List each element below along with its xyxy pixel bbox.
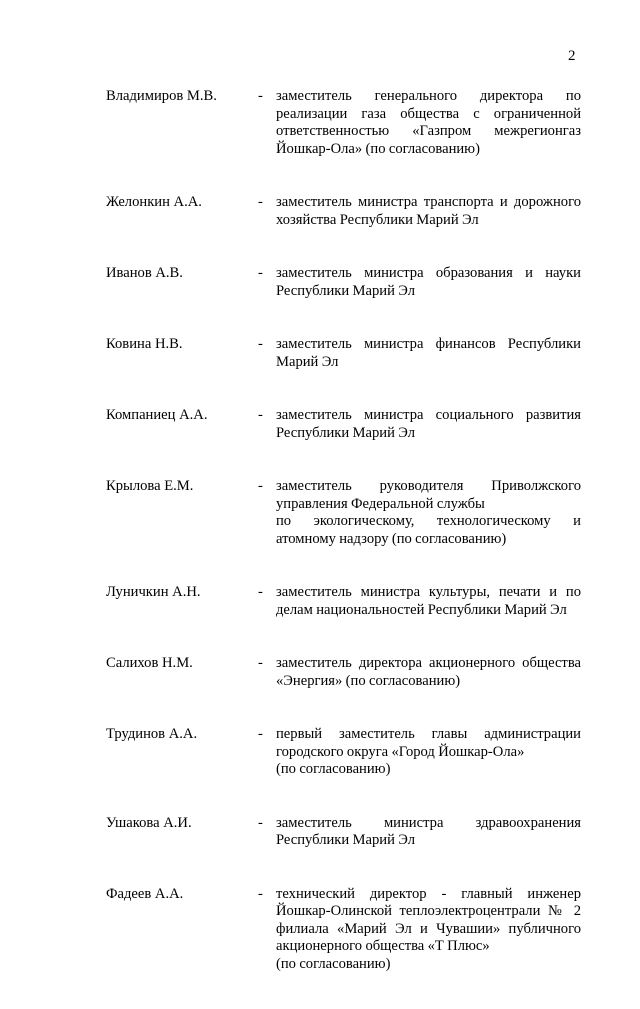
person-role: заместитель директора акционерного общества «Энергия» (по согласованию) xyxy=(276,655,581,689)
person-name: Владимиров М.В. xyxy=(106,88,217,104)
entry-dash: - xyxy=(258,584,263,600)
person-name: Крылова Е.М. xyxy=(106,478,194,494)
roster-entry xyxy=(0,726,640,779)
entry-dash: - xyxy=(258,726,263,742)
roster-entry xyxy=(0,265,640,300)
person-role: заместитель министра финансов Республики Марий Эл xyxy=(276,336,581,370)
entry-dash: - xyxy=(258,655,263,671)
roster-entry xyxy=(0,655,640,690)
roster-entry xyxy=(0,88,640,158)
roster-entry xyxy=(0,407,640,442)
entry-dash: - xyxy=(258,265,263,281)
roster-entry xyxy=(0,815,640,850)
roster-entry xyxy=(0,336,640,371)
roster-list xyxy=(0,88,640,1009)
person-role: заместитель министра социального развития Республики Марий Эл xyxy=(276,407,581,441)
roster-entry xyxy=(0,584,640,619)
person-name: Салихов Н.М. xyxy=(106,655,193,671)
person-name: Иванов А.В. xyxy=(106,265,183,281)
person-role: заместитель министра транспорта и дорожного хозяйства Республики Марий Эл xyxy=(276,194,581,228)
page-number: 2 xyxy=(568,48,576,64)
entry-dash: - xyxy=(258,478,263,494)
person-role: технический директор - главный инженер Йошкар-Олинской теплоэлектроцентрали № 2 филиала «Марий Эл и Чувашии» публичного акционерного общества «Т Плюс» (по согласованию) xyxy=(276,885,581,972)
entry-dash: - xyxy=(258,885,263,902)
roster-entry xyxy=(0,478,640,548)
person-name: Ушакова А.И. xyxy=(106,814,192,831)
entry-dash: - xyxy=(258,336,263,352)
person-role: первый заместитель главы администрации городского округа «Город Йошкар-Ола» (по согласованию) xyxy=(276,726,581,777)
person-name: Компаниец А.А. xyxy=(106,407,208,423)
person-name: Трудинов А.А. xyxy=(106,726,198,742)
roster-entry xyxy=(0,194,640,229)
person-name: Луничкин А.Н. xyxy=(106,584,201,600)
person-role: заместитель министра образования и науки Республики Марий Эл xyxy=(276,265,581,299)
person-name: Желонкин А.А. xyxy=(106,194,202,210)
person-role: заместитель руководителя Приволжского управления Федеральной службы по экологическому, технологическому и атомному надзору (по согласованию) xyxy=(276,478,581,547)
person-role: заместитель министра здравоохранения Республики Марий Эл xyxy=(276,814,581,848)
person-name: Ковина Н.В. xyxy=(106,336,183,352)
person-role: заместитель генерального директора по реализации газа общества с ограниченной ответственностью «Газпром межрегионгаз Йошкар-Ола» (по согласованию) xyxy=(276,88,581,157)
entry-dash: - xyxy=(258,194,263,210)
person-role: заместитель министра культуры, печати и по делам национальностей Республики Марий Эл xyxy=(276,584,581,618)
entry-dash: - xyxy=(258,407,263,423)
entry-dash: - xyxy=(258,88,263,104)
entry-dash: - xyxy=(258,814,263,831)
roster-entry xyxy=(0,886,640,974)
person-name: Фадеев А.А. xyxy=(106,885,184,902)
